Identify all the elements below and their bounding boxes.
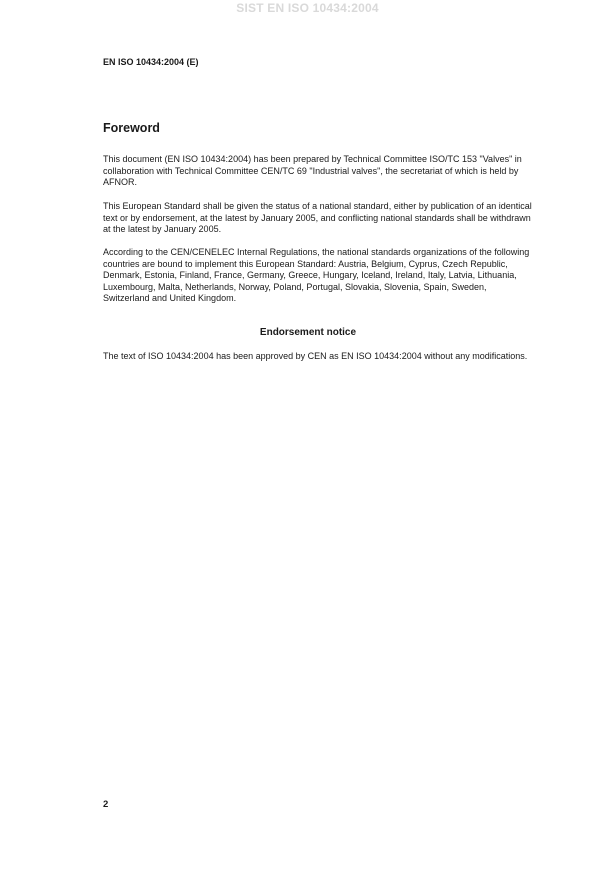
foreword-paragraph-3: According to the CEN/CENELEC Internal Regulations, the national standards organizations of the following countries are bound to implement this European Standard: Austria, Belgium, Cyprus, Czech Republic, Denmark, Estonia, Finland, France, Germany, Greece, Hungary, Iceland, Ireland, Italy, Latvia, Lithuania, Luxembourg, Malta, Netherlands, Norway, Poland, Portugal, Slovakia, Slovenia, Spain, Sweden, Switzerland and United Kingdom. <box>103 247 530 303</box>
endorsement-heading: Endorsement notice <box>259 327 357 338</box>
foreword-heading: Foreword <box>103 121 160 135</box>
document-id-header: EN ISO 10434:2004 (E) <box>103 57 199 67</box>
page-number: 2 <box>103 799 109 810</box>
endorsement-paragraph: The text of ISO 10434:2004 has been approved by CEN as EN ISO 10434:2004 without any modifications. <box>103 351 528 361</box>
foreword-paragraph-2: This European Standard shall be given the status of a national standard, either by publication of an identical text or by endorsement, at the latest by January 2005, and conflicting national standards shall be withdrawn at the latest by January 2005. <box>103 201 532 234</box>
watermark: SIST EN ISO 10434:2004 <box>236 1 379 15</box>
foreword-paragraph-1: This document (EN ISO 10434:2004) has been prepared by Technical Committee ISO/TC 153 "Valves" in collaboration with Technical Committee CEN/TC 69 "Industrial valves", the secretariat of which is held by AFNOR. <box>103 154 522 187</box>
